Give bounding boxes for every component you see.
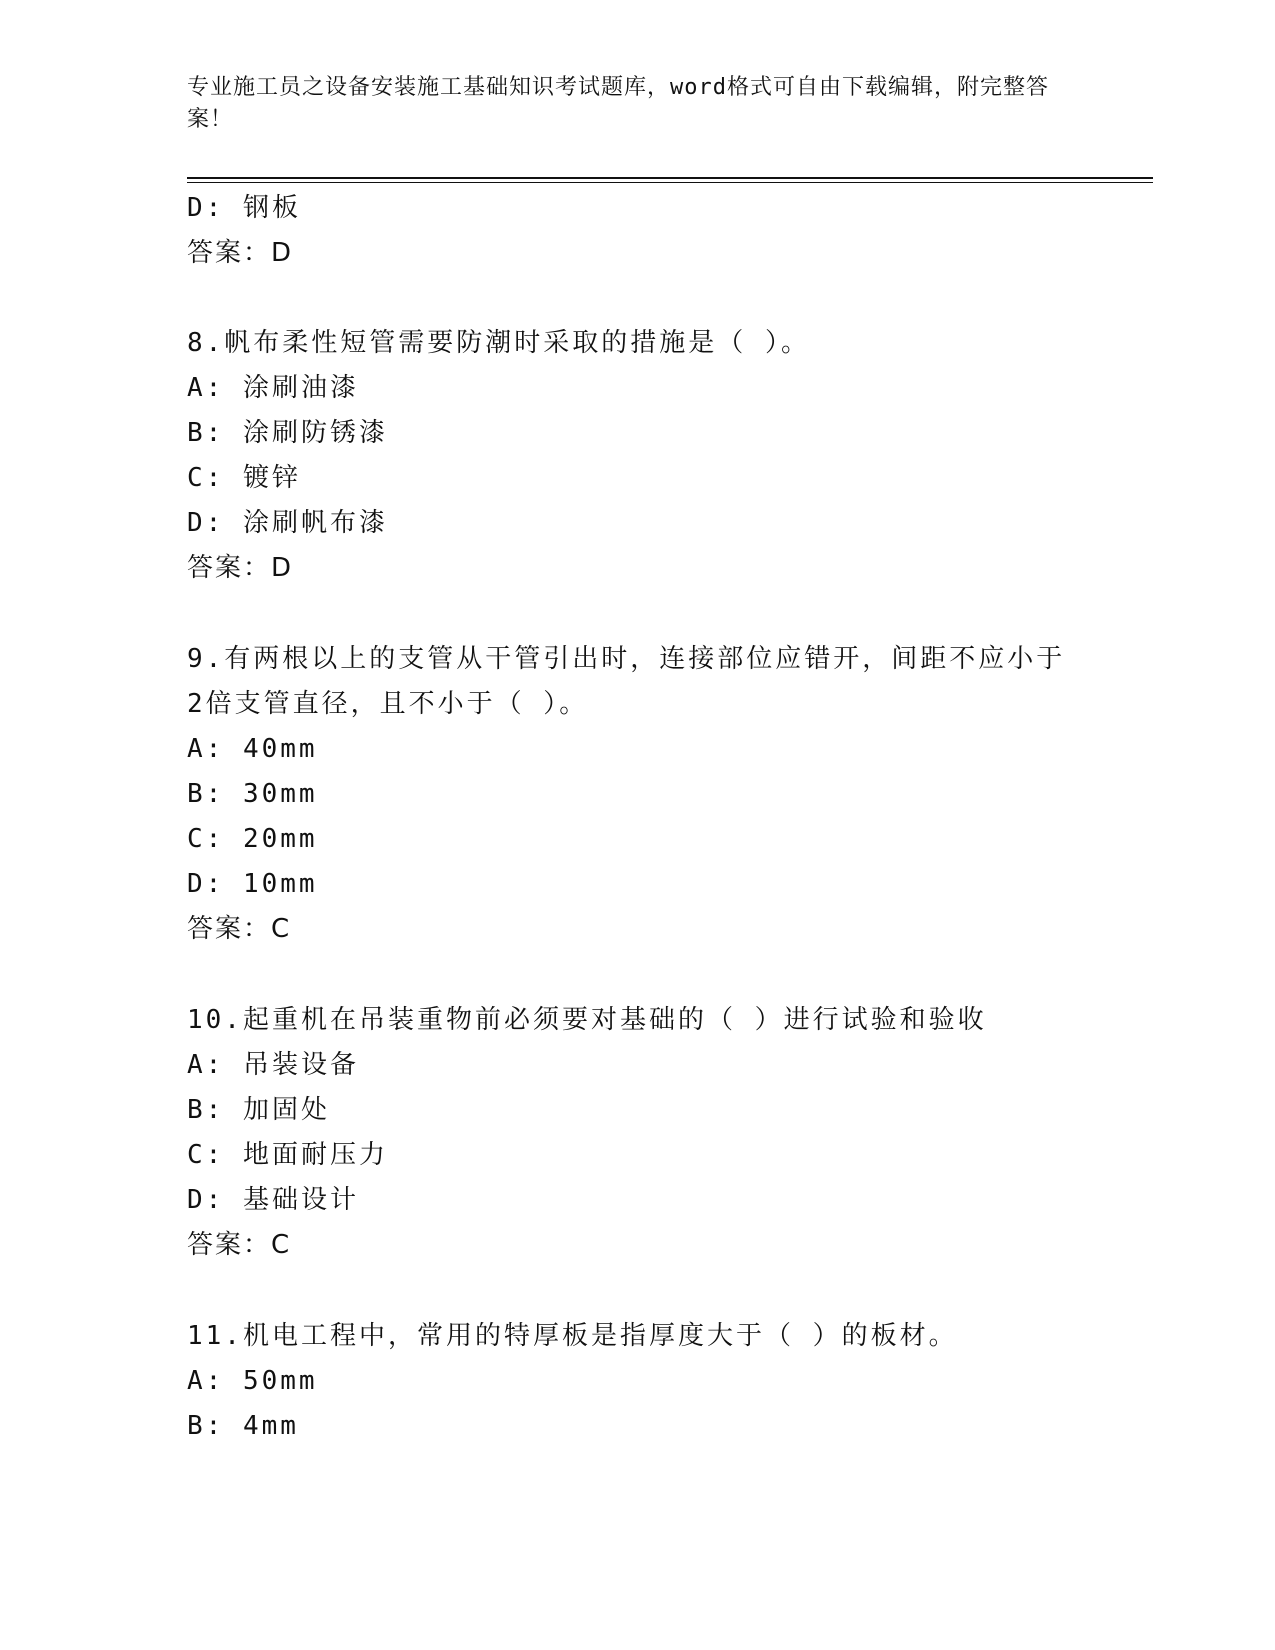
option-c-q10: C: 地面耐压力 bbox=[187, 1140, 388, 1170]
option-b-q10: B: 加固处 bbox=[187, 1095, 330, 1125]
answer-q9: 答案：C bbox=[187, 914, 292, 944]
question-11: 11.机电工程中，常用的特厚板是指厚度大于（ ）的板材。 bbox=[187, 1321, 958, 1351]
option-b-q9: B: 30mm bbox=[187, 779, 318, 809]
question-8: 8.帆布柔性短管需要防潮时采取的措施是（ ）。 bbox=[187, 328, 810, 358]
option-b-q11: B: 4mm bbox=[187, 1411, 299, 1441]
option-a-q9: A: 40mm bbox=[187, 734, 318, 764]
answer-q8: 答案：D bbox=[187, 553, 294, 583]
answer-q7: 答案：D bbox=[187, 238, 294, 268]
option-d-q10: D: 基础设计 bbox=[187, 1185, 359, 1215]
question-10: 10.起重机在吊装重物前必须要对基础的（ ）进行试验和验收 bbox=[187, 1005, 987, 1035]
question-9-line-1: 9.有两根以上的支管从干管引出时，连接部位应错开，间距不应小于 bbox=[187, 644, 1066, 674]
header-divider-thick bbox=[187, 177, 1153, 179]
option-c-q9: C: 20mm bbox=[187, 824, 318, 854]
option-a-q11: A: 50mm bbox=[187, 1366, 318, 1396]
option-d-q9: D: 10mm bbox=[187, 869, 318, 899]
option-d-q8: D: 涂刷帆布漆 bbox=[187, 508, 388, 538]
option-d-q7: D: 钢板 bbox=[187, 193, 301, 223]
option-c-q8: C: 镀锌 bbox=[187, 463, 301, 493]
option-a-q8: A: 涂刷油漆 bbox=[187, 373, 359, 403]
answer-q10: 答案：C bbox=[187, 1230, 292, 1260]
header-divider-thin bbox=[187, 182, 1153, 183]
option-a-q10: A: 吊装设备 bbox=[187, 1050, 359, 1080]
document-header: 专业施工员之设备安装施工基础知识考试题库，word格式可自由下载编辑，附完整答案！ bbox=[187, 75, 1049, 132]
question-9-line-2: 2倍支管直径，且不小于（ ）。 bbox=[187, 689, 589, 719]
option-b-q8: B: 涂刷防锈漆 bbox=[187, 418, 388, 448]
